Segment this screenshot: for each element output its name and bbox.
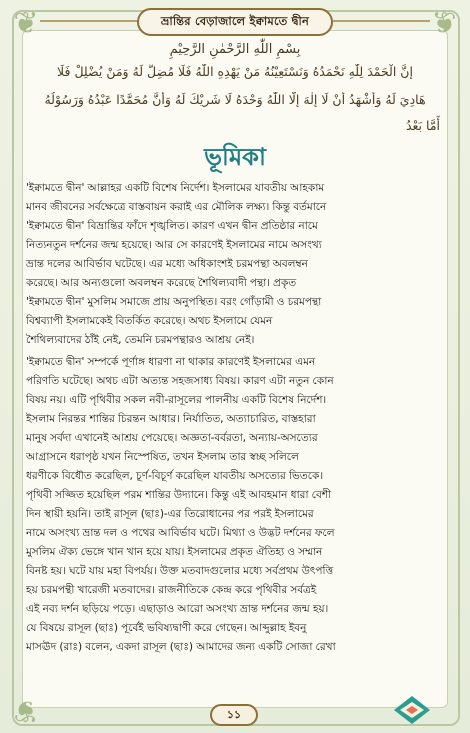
text-line: ভ্রান্ত দলের আবির্ভাব ঘটেছে। এর মধ্যে অধিকাংশই চরমপন্থা অবলম্বন [26, 257, 308, 270]
text-line: মুসলিম ঐক্য ভেঙ্গে খান খান হয়ে যায়। ইসলামের প্রকৃত ঐতিহ্য ও সম্মান [26, 545, 323, 558]
text-line: মাসঊদ (রাঃ) বলেন, একদা রাসূল (ছাঃ) আমাদের জন্য একটি সোজা রেখা [26, 640, 336, 653]
text-line: দিন স্থায়ী হয়নি। তাই রাসূল (ছাঃ)-এর তিরোধানের পর পরই ইসলামের [26, 507, 314, 520]
running-header-title: ভ্রান্তির বেড়াজালে ইক্বামতে দ্বীন [160, 13, 310, 28]
text-line: এই নব্য দর্শন ছড়িয়ে পড়ে। এছাড়াও আরো অসংখ্য ভ্রান্ত দর্শনের জন্ম হয়। [26, 602, 329, 615]
text-line: বিশ্বব্যাপী ইসলামকেই বিতর্কিত করেছে। অথচ ইসলামে যেমন [26, 314, 273, 327]
page-number-text: ১১ [226, 707, 242, 721]
text-line: পৃথিবী সজ্জিত হয়েছিল পরম শান্তির উদ্যানে। কিন্তু এই আবহমান ধারা বেশী [26, 488, 332, 501]
text-line: বিনষ্ট হয়। ঘটে যায় মহা বিপর্যয়। উক্ত মতবাদগুলোর মধ্যে সর্বপ্রথম উৎপত্তি [26, 564, 334, 577]
text-line: 'ইক্বামতে দ্বীন' আল্লাহর একটি বিশেষ নির্দেশ। ইসলামের যাবতীয় আহকাম [26, 181, 325, 194]
text-line: 'ইক্বামতে দ্বীন' মুসলিম সমাজে প্রায় অনুপস্থিত। বরং গোঁড়ামী ও চরমপন্থা [26, 295, 322, 308]
header-rule-right [333, 20, 430, 22]
text-line: হয় চরমপন্থী খারেজী মতবাদের। রাজনীতিকে কেন্দ্র করে পৃথিবীর সর্বত্রই [26, 583, 317, 596]
text-line: করেছে। আর অন্যগুলো অবলম্বন করেছে শৈথিল্যবাদী পন্থা। প্রকৃত [26, 276, 297, 289]
ornament-icon: ❦ [13, 6, 39, 41]
text-line: যে বিষয়ে রাসূল (ছাঃ) পূর্বেই ভবিষ্যদ্বাণী করে গেছেন। আব্দুল্লাহ ইবনু [26, 621, 307, 634]
text-line: ইসলাম নিরন্তর শান্তির চিরন্তন আধার। নির্যাতিত, অত্যাচারিত, বাস্তহারা [26, 412, 316, 425]
arabic-bismillah: بِسْمِ اللّٰهِ الرَّحْمٰنِ الرَّحِيْمِ [169, 42, 301, 57]
ornament-icon: ❦ [13, 693, 39, 728]
text-line: বিষয় নয়। এটি পৃথিবীর সকল নবী-রাসূলের পালনীয় একটি বিশেষ নির্দেশ। [26, 393, 327, 406]
publisher-logo-icon [392, 694, 432, 728]
text-line: শৈথিল্যবাদের ঠাঁই নেই, তেমনি চরমপন্থারও আশ্রয় নেই। [26, 333, 255, 346]
arabic-line-2: هَادِيَ لَهُ وَأَشْهَدُ أَنْ لَا إِلٰهَ إِلَّا اللّٰهُ وَحْدَهُ لَا شَرِيْكَ لَهُ وَأَنَّ مُحَمَّدًا عَبْدُهُ وَرَسُوْلُهُ [44, 92, 426, 107]
text-line: 'ইক্বামতে দ্বীন' সম্পর্কে পূর্ণাঙ্গ ধারণা না থাকার কারণেই ইসলামের এমন [26, 355, 316, 368]
text-line: 'ইক্বামতে দ্বীন' বিভ্রান্তির ফাঁদে শৃঙ্খলিত। কারণ এখন দ্বীন প্রতিষ্ঠার নামে [26, 219, 318, 232]
text-line: নামে অসংখ্য ভ্রান্ত দল ও পথের আবির্ভাব ঘটে। মিথ্যা ও উদ্ভট দর্শনের ফলে [26, 526, 335, 539]
section-title: ভূমিকা [204, 143, 266, 171]
text-line: মানুষ সর্বদা এখানেই আশ্রয় পেয়েছে। অজ্ঞতা-বর্বরতা, অন্যায়-অসত্যের [26, 431, 318, 444]
text-line: পরিণতি ঘটেছে। অথচ এটা অত্যন্ত সহজসাধ্য বিষয়। কারণ এটা নতুন কোন [26, 374, 334, 387]
paragraph-main [26, 352, 446, 656]
text-line: নিত্যনতুন দর্শনের জন্ম হয়েছে। আর সে কারণেই ইসলামের নামে অসংখ্য [26, 238, 322, 251]
text-line: ধরণীকে বিধৌত করেছিল, চূর্ণ-বিচূর্ণ করেছিল যাবতীয় অসত্যের ভিতকে। [26, 469, 323, 482]
ornament-icon: ❦ [431, 6, 457, 41]
text-line: আগ্রাসনে ধরাপৃষ্ঠ যখন নিস্পেষিত, তখন ইসলাম তার স্বচ্ছ সলিলে [26, 450, 299, 463]
header-rule-left [40, 20, 137, 22]
text-line: মানব জীবনের সর্বক্ষেত্রে বাস্তবায়ন করাই এর মৌলিক লক্ষ্য। কিন্তু বর্তমানে [26, 200, 327, 213]
arabic-line-1: إِنَّ الْحَمْدَ لِلّٰهِ نَحْمَدُهُ وَنَسْتَعِيْنُهُ مَنْ يَهْدِهِ اللّٰهُ فَلَا مُضِلَّ لَهُ وَمَنْ يُضْلِلْ فَلَا [57, 64, 413, 79]
running-header [137, 8, 333, 36]
page-number [210, 704, 258, 726]
arabic-line-3: أَمَّا بَعْدُ [405, 118, 440, 133]
paragraph-intro [26, 178, 446, 349]
